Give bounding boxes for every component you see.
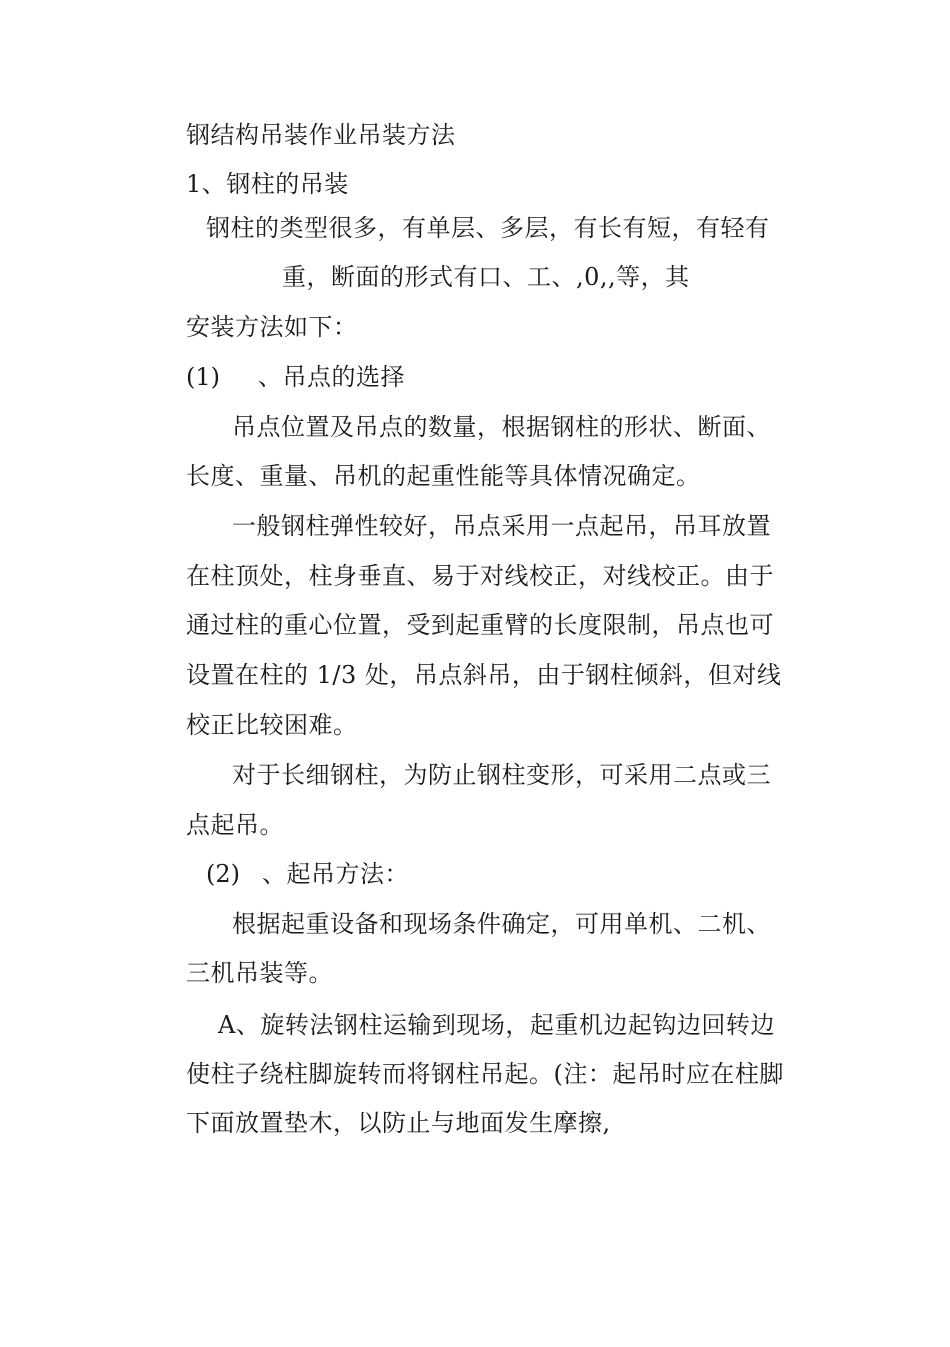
paragraph-line: 一般钢柱弹性较好，吊点采用一点起吊，吊耳放置 (232, 512, 771, 540)
paragraph-line: 根据起重设备和现场条件确定，可用单机、二机、 (232, 910, 771, 938)
subsection-1-number: (1) (186, 363, 220, 391)
subsection-2-number: (2) (206, 860, 240, 888)
document-title: 钢结构吊装作业吊装方法 (186, 121, 456, 149)
subsection-1-title: 、吊点的选择 (258, 363, 405, 391)
paragraph-line: 设置在柱的 1/3 处，吊点斜吊，由于钢柱倾斜，但对线 (186, 661, 782, 689)
paragraph-line: 点起吊。 (186, 811, 284, 839)
paragraph-line: 三机吊装等。 (186, 959, 333, 987)
paragraph-line: 使柱子绕柱脚旋转而将钢柱吊起。(注：起吊时应在柱脚 (186, 1060, 784, 1088)
section-heading: 1、钢柱的吊装 (186, 170, 349, 198)
paragraph-line: A、旋转法钢柱运输到现场，起重机边起钩边回转边 (218, 1011, 775, 1039)
paragraph-line: 校正比较困难。 (186, 711, 358, 739)
intro-line-1: 钢柱的类型很多，有单层、多层，有长有短，有轻有 (206, 214, 770, 242)
paragraph-line: 下面放置垫木，以防止与地面发生摩擦, (186, 1109, 611, 1137)
intro-line-2: 重，断面的形式有口、工、,0,,等，其 (282, 263, 690, 291)
paragraph-line: 吊点位置及吊点的数量，根据钢柱的形状、断面、 (232, 413, 771, 441)
intro-line-3: 安装方法如下： (186, 313, 358, 341)
paragraph-line: 长度、重量、吊机的起重性能等具体情况确定。 (186, 462, 701, 490)
paragraph-line: 对于长细钢柱，为防止钢柱变形，可采用二点或三 (232, 761, 771, 789)
subsection-2-title: 、起吊方法： (262, 860, 409, 888)
paragraph-line: 通过柱的重心位置，受到起重臂的长度限制，吊点也可 (186, 611, 774, 639)
paragraph-line: 在柱顶处，柱身垂直、易于对线校正，对线校正。由于 (186, 562, 774, 590)
